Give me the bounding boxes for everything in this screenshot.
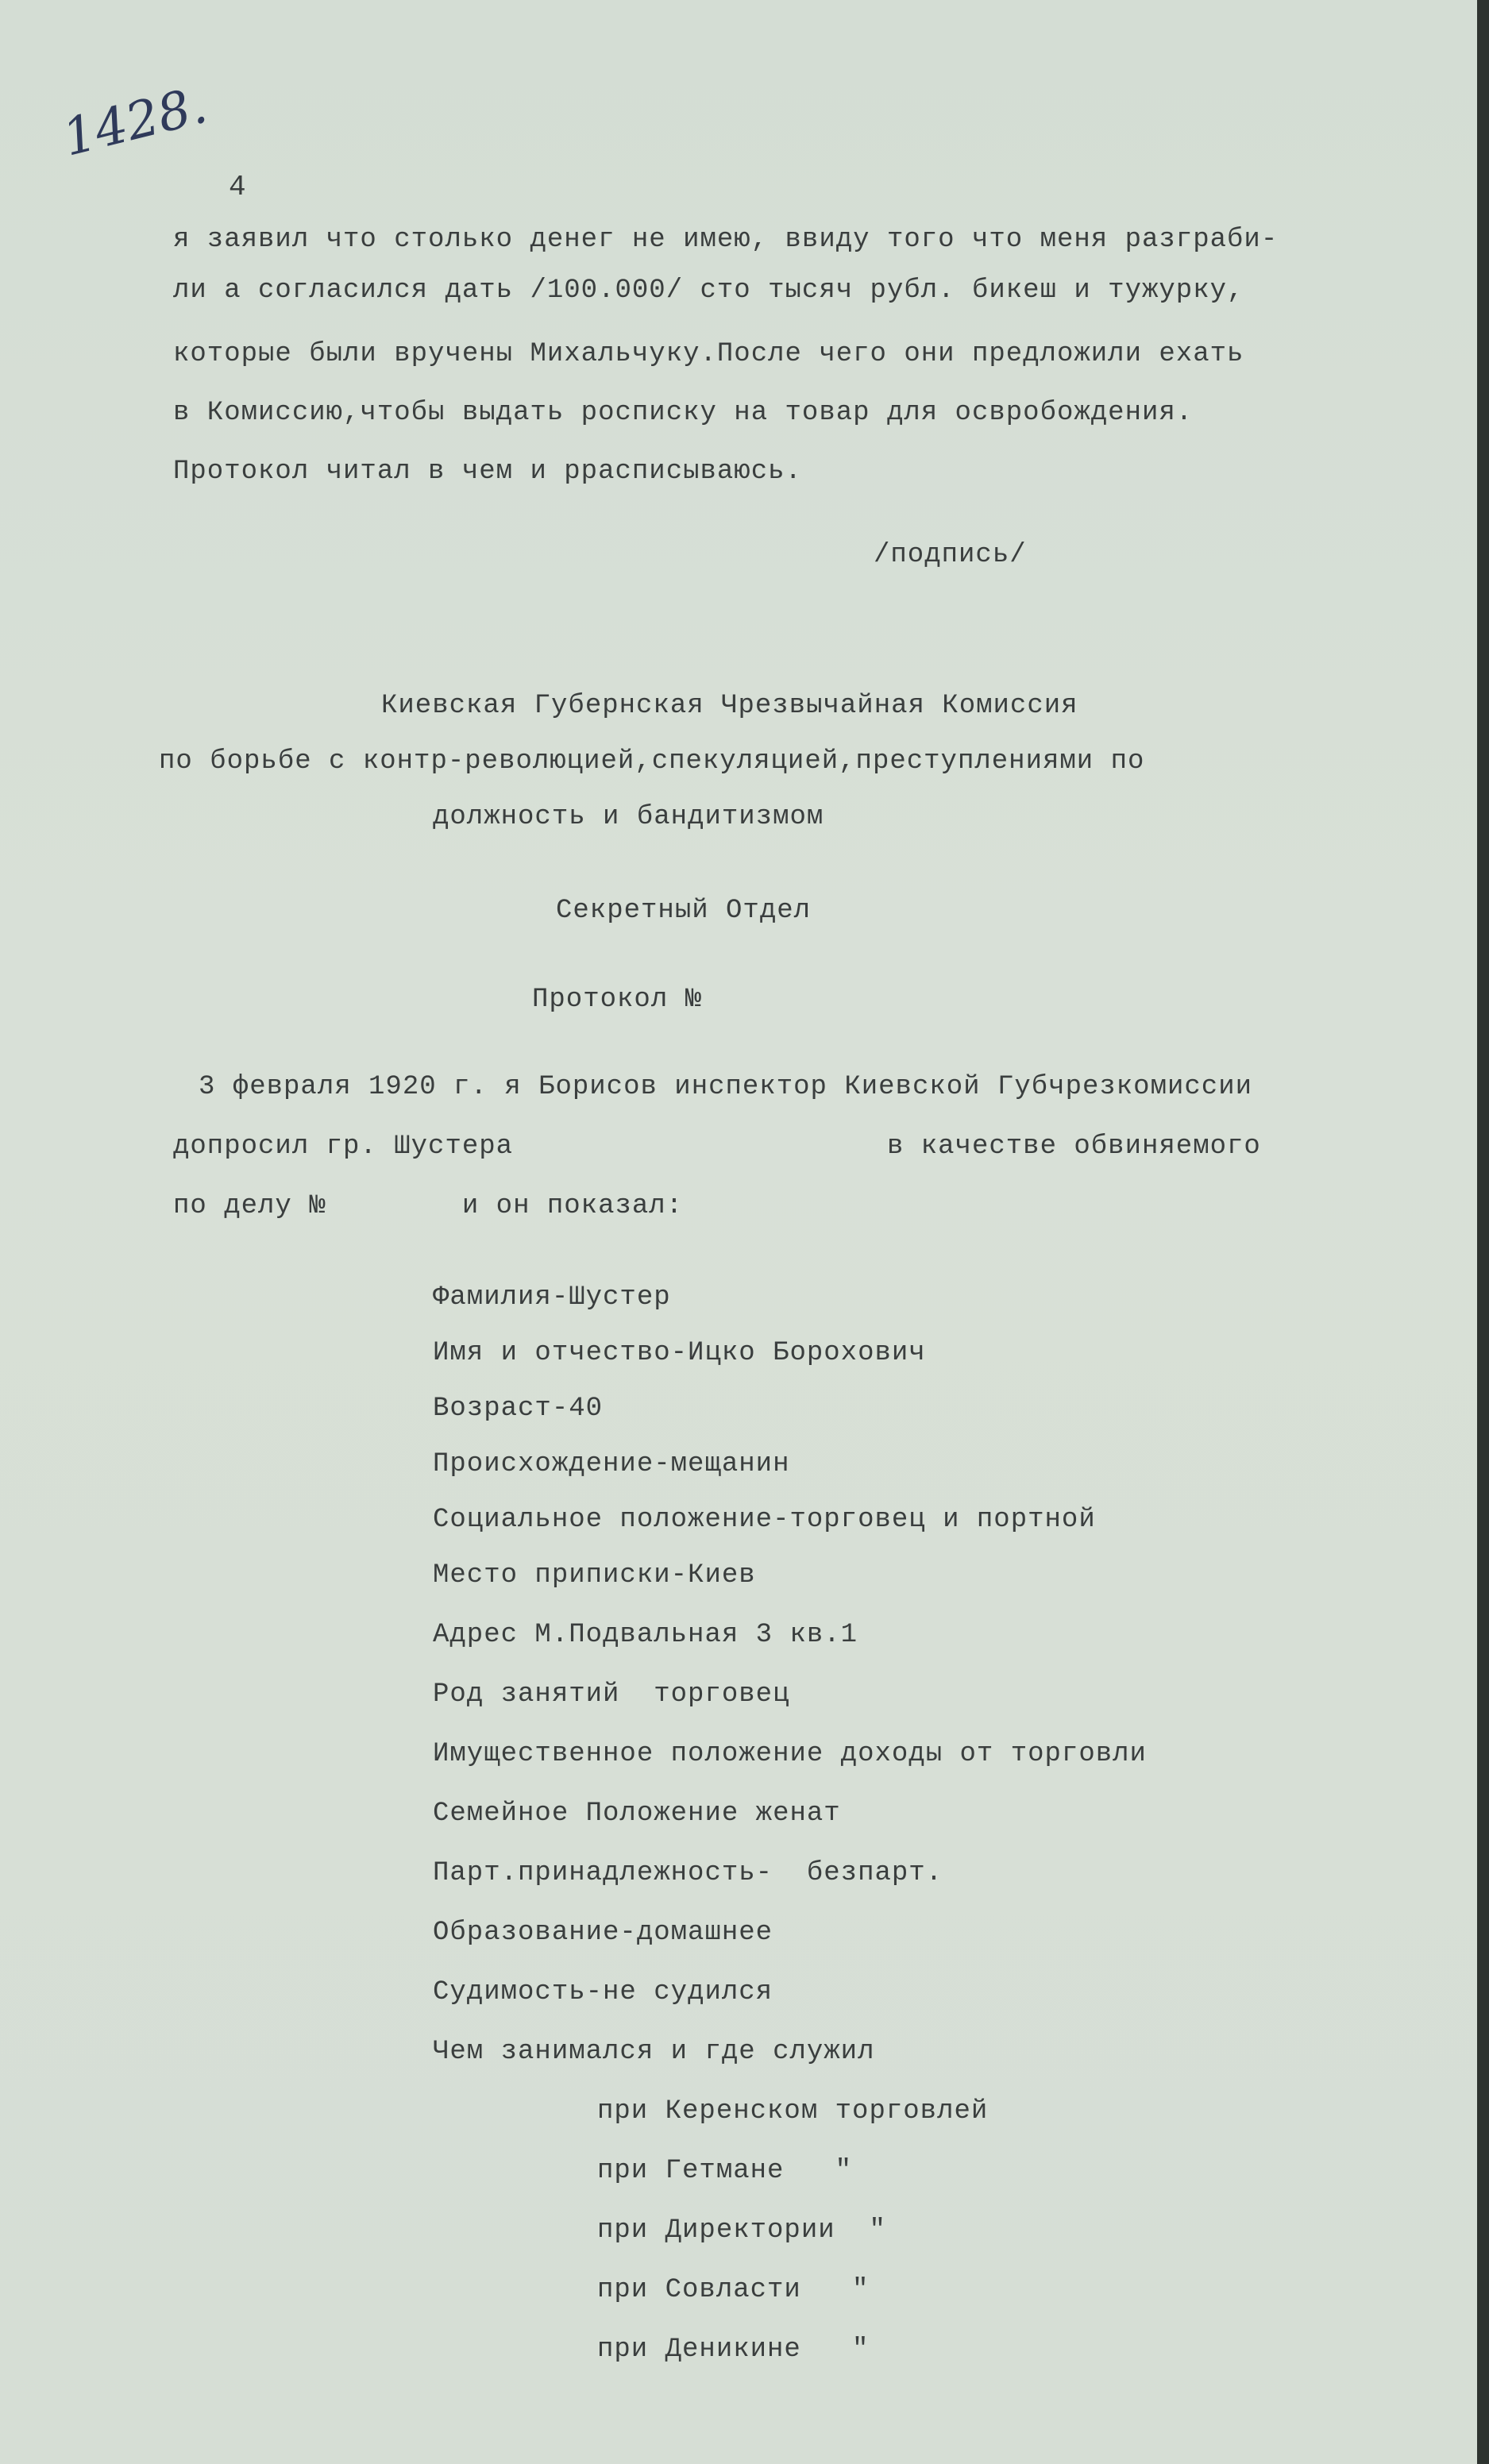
field-row: Возраст-40 <box>433 1394 604 1424</box>
signature: /подпись/ <box>874 540 1027 570</box>
field-row: Адрес М.Подвальная 3 кв.1 <box>433 1620 858 1650</box>
service-row: при Гетмане " <box>597 2156 853 2186</box>
continuation-line: я заявил что столько денег не имею, ввиду того что меня разграби- <box>173 225 1279 255</box>
protocol-heading: Протокол № <box>532 985 703 1015</box>
service-row: при Совласти " <box>597 2275 870 2305</box>
service-row: при Директории " <box>597 2215 886 2246</box>
continuation-line: в Комиссию,чтобы выдать росписку на товар для освробождения. <box>173 398 1194 428</box>
service-row: при Керенском торговлей <box>597 2096 989 2127</box>
field-row: Социальное положение-торговец и портной <box>433 1505 1096 1535</box>
field-row: Происхождение-мещанин <box>433 1449 790 1479</box>
field-row: Парт.принадлежность- безпарт. <box>433 1858 943 1888</box>
intro-line: по делу № и он показал: <box>173 1191 684 1221</box>
intro-line: 3 февраля 1920 г. я Борисов инспектор Киевской Губчрезкомиссии <box>199 1072 1253 1102</box>
scan-edge <box>1477 0 1489 2464</box>
org-line-2: по борьбе с контр-революцией,спекуляцией,преступлениями по <box>159 746 1145 777</box>
field-row: Род занятий торговец <box>433 1679 790 1710</box>
field-row: Место приписки-Киев <box>433 1560 756 1591</box>
field-row: Имя и отчество-Ицко Борохович <box>433 1338 926 1368</box>
continuation-line: которые были вручены Михальчуку.После чего они предложили ехать <box>173 339 1244 369</box>
intro-line: допросил гр. Шустера в качестве обвиняемого <box>173 1132 1261 1162</box>
field-row: Образование-домашнее <box>433 1918 773 1948</box>
service-row: при Деникине " <box>597 2335 870 2365</box>
field-row: Фамилия-Шустер <box>433 1282 671 1313</box>
field-row: Семейное Положение женат <box>433 1799 841 1829</box>
continuation-line: Протокол читал в чем и рраспиcываюсь. <box>173 457 802 487</box>
field-row: Чем занимался и где служил <box>433 2037 875 2067</box>
page-number: 4 <box>229 171 246 203</box>
org-line-1: Киевская Губернская Чрезвычайная Комиссия <box>381 691 1078 721</box>
continuation-line: ли а согласился дать /100.000/ сто тысяч рубл. бикеш и тужурку, <box>173 276 1244 306</box>
department-heading: Секретный Отдел <box>556 896 812 926</box>
field-row: Судимость-не судился <box>433 1977 773 2007</box>
field-row: Имущественное положение доходы от торговли <box>433 1739 1147 1769</box>
org-line-3: должность и бандитизмом <box>433 802 824 832</box>
archive-number-handwritten: 1428. <box>57 75 213 168</box>
